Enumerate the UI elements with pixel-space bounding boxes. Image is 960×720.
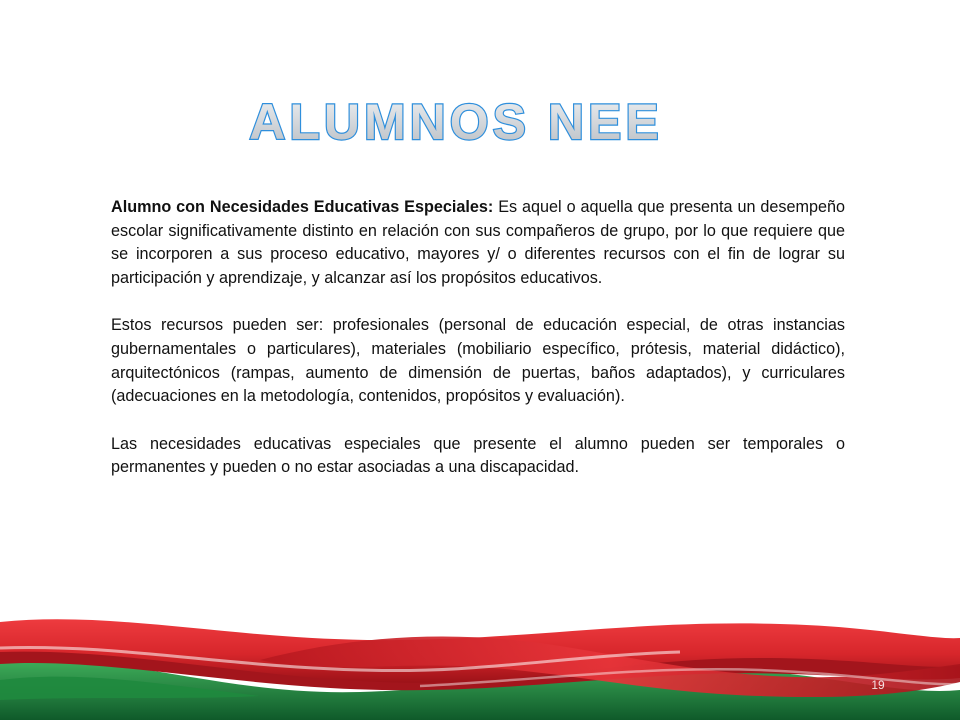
slide-body: [111, 196, 845, 504]
slide-title: [236, 92, 676, 152]
definition-text: Es aquel o aquella que presenta un desempeño escolar significativamente distinto en relación con sus compañeros de grupo, por lo que requiere que se incorporen a sus proceso educativo, mayores y/ o diferentes recursos con el fin de lograr su participación y aprendizaje, y alcanzar así los propósitos educativos.: [111, 198, 846, 287]
definition-term: Alumno con Necesidades Educativas Especiales:: [111, 198, 494, 216]
page-number: 19: [871, 678, 885, 692]
title-wordart: [236, 92, 676, 152]
paragraph-temporality: Las necesidades educativas especiales que presente el alumno pueden ser temporales o permanentes y pueden o no estar asociadas a una discapacidad.: [111, 434, 845, 477]
decorative-ribbon: [0, 600, 960, 720]
paragraph-definition: [111, 196, 845, 290]
title-text: ALUMNOS NEE: [249, 94, 663, 150]
paragraph-resources: Estos recursos pueden ser: profesionales (personal de educación especial, de otras instancias gubernamentales o particulares), materiales (mobiliario específico, prótesis, material didáctico), arquitectónicos (rampas, aumento de dimensión de puertas, baños adaptados), y curriculares (adecuaciones en la metodología, contenidos, propósitos y evaluación).: [111, 316, 845, 406]
